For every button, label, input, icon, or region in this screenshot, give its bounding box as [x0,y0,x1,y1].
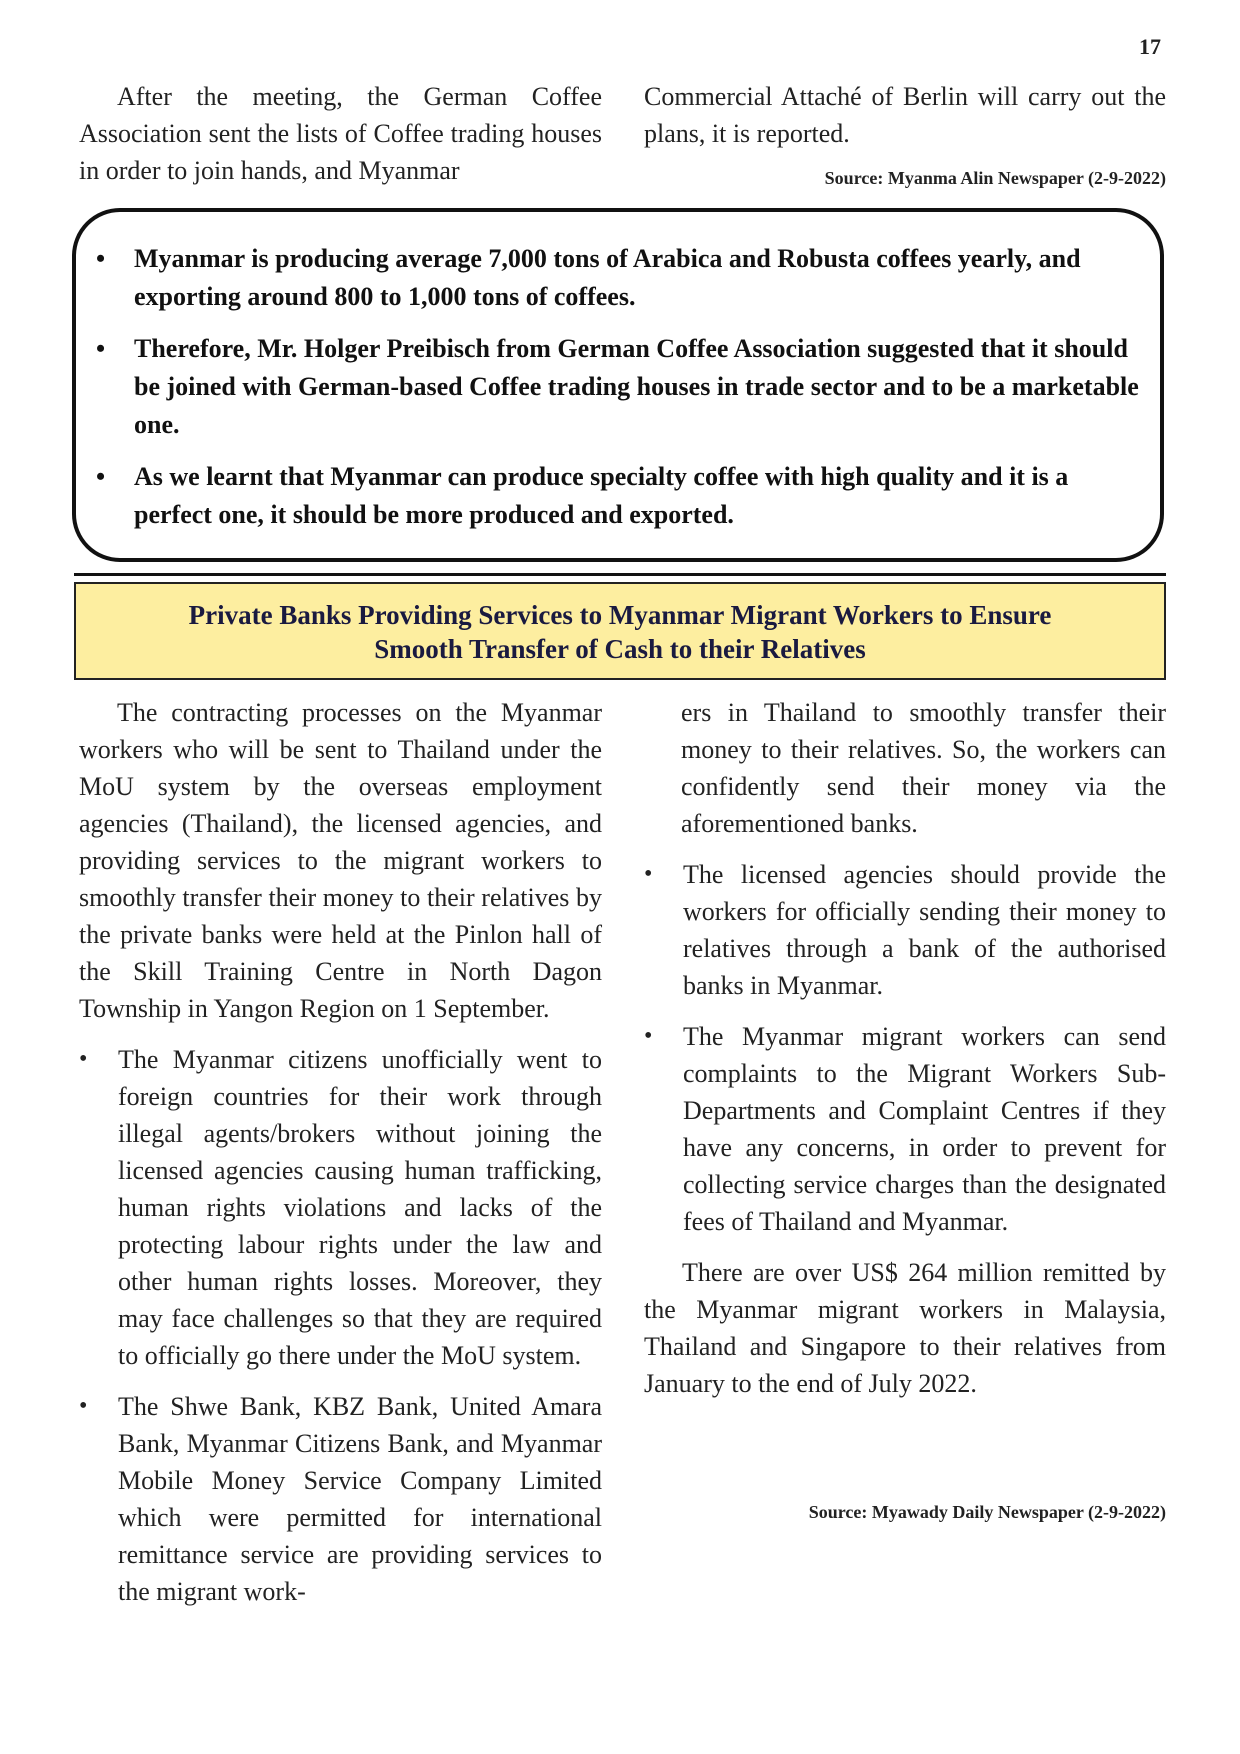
list-item-text: The Myanmar citizens unofficially went to foreign countries for their work through illegal agents/brokers without joining the licensed agencies causing human trafficking, human rights violations and lacks of the protecting labour rights under the law and other human rights losses. Moreover, they may face challenges so that they are required to officially go there under the MoU system. [118,1045,602,1370]
continuation-left-column [79,78,602,189]
list-item [644,1018,1166,1240]
continuation-right-text: Commercial Attaché of Berlin will carry out the plans, it is reported. [644,82,1166,148]
highlight-list [90,240,1140,548]
page-number: 17 [1139,34,1161,59]
list-item-text: The Shwe Bank, KBZ Bank, United Amara Bank, Myanmar Citizens Bank, and Myanmar Mobile Money Service Company Limited which were permitted for international remittance service are providing services to the migrant work- [118,1392,602,1606]
article-closing: There are over US$ 264 million remitted by the Myanmar migrant workers in Malaysia, Thailand and Singapore to their relatives from January to the end of July 2022. [644,1258,1166,1398]
article-title-box [74,582,1166,680]
bullet-icon: • [96,462,106,491]
highlight-text: Therefore, Mr. Holger Preibisch from German Coffee Association suggested that it should be joined with German-based Coffee trading houses in trade sector and to be a marketable one. [134,334,1139,439]
highlight-text: As we learnt that Myanmar can produce specialty coffee with high quality and it is a perfect one, it should be more produced and exported. [134,462,1069,529]
bullet-icon: • [644,861,653,887]
article-left-column [79,694,602,1610]
section-divider [74,573,1166,576]
list-item [79,1388,602,1610]
bullet-icon: • [79,1393,88,1419]
bullet-icon: • [644,1023,653,1049]
list-item [644,856,1166,1004]
article-title-line-2: Smooth Transfer of Cash to their Relatives [374,634,866,664]
highlight-item [90,240,1140,316]
highlight-item [90,458,1140,534]
article-right-column [644,694,1166,1402]
right-bullet-list [644,856,1166,1240]
article-continuation: ers in Thailand to smoothly transfer their money to their relatives. So, the workers can confidently send their money via the aforementioned banks. [681,698,1166,838]
highlight-text: Myanmar is producing average 7,000 tons of Arabica and Robusta coffees yearly, and exporting around 800 to 1,000 tons of coffees. [134,244,1081,311]
article-title-line-1: Private Banks Providing Services to Myanmar Migrant Workers to Ensure [188,600,1052,630]
list-item-text: The licensed agencies should provide the workers for officially sending their money to relatives through a bank of the authorised banks in Myanmar. [683,860,1166,1000]
list-item-text: The Myanmar migrant workers can send complaints to the Migrant Workers Sub-Departments and Complaint Centres if they have any concerns, in order to prevent for collecting service charges than the designated fees of Thailand and Myanmar. [683,1022,1166,1236]
left-bullet-list [79,1041,602,1610]
list-item [79,1041,602,1374]
continuation-right-column [644,78,1166,152]
bullet-icon: • [79,1046,88,1072]
continuation-left-text: After the meeting, the German Coffee Association sent the lists of Coffee trading houses in order to join hands, and Myanmar [79,82,602,185]
source-credit-alin: Source: Myanma Alin Newspaper (2-9-2022) [824,168,1166,188]
source-credit-myawady: Source: Myawady Daily Newspaper (2-9-2022) [808,1502,1166,1522]
highlight-item [90,330,1140,444]
article-intro: The contracting processes on the Myanmar workers who will be sent to Thailand under the MoU system by the overseas employment agencies (Thailand), the licensed agencies, and providing services to the migrant workers to smoothly transfer their money to their relatives by the private banks were held at the Pinlon hall of the Skill Training Centre in North Dagon Township in Yangon Region on 1 September. [79,698,602,1023]
bullet-icon: • [96,334,106,363]
bullet-icon: • [96,244,106,273]
